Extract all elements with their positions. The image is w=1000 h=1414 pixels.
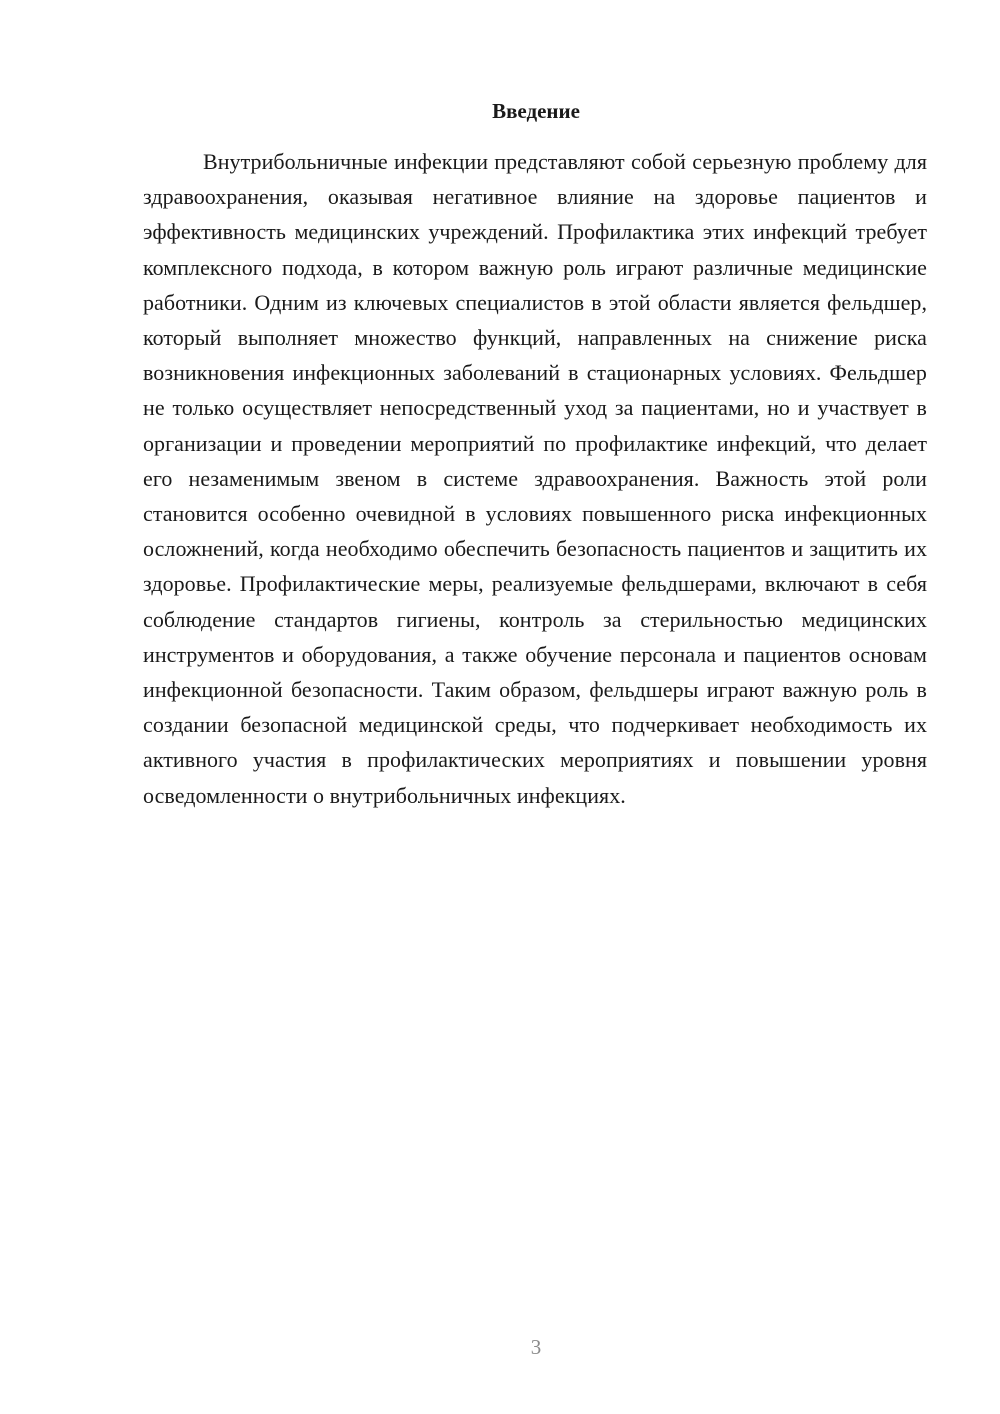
section-heading: Введение bbox=[492, 99, 580, 123]
body-paragraph: Внутрибольничные инфекции представляют собой серьезную проблему для здравоохранения, оказывая негативное влияние на здоровье пациентов и эффективность медицинских учреждений. Профилактика этих инфекций требует комплексного подхода, в котором важную роль играют различные медицинские работники. Одним из ключевых специалистов в этой области является фельдшер, который выполняет множество функций, направленных на снижение риска возникновения инфекционных заболеваний в стационарных условиях. Фельдшер не только осуществляет непосредственный уход за пациентами, но и участвует в организации и проведении мероприятий по профилактике инфекций, что делает его незаменимым звеном в системе здравоохранения. Важность этой роли становится особенно очевидной в условиях повышенного риска инфекционных осложнений, когда необходимо обеспечить безопасность пациентов и защитить их здоровье. Профилактические меры, реализуемые фельдшерами, включают в себя соблюдение стандартов гигиены, контроль за стерильностью медицинских инструментов и оборудования, а также обучение персонала и пациентов основам инфекционной безопасности. Таким образом, фельдшеры играют важную роль в создании безопасной медицинской среды, что подчеркивает необходимость их активного участия в профилактических мероприятиях и повышении уровня осведомленности о внутрибольничных инфекциях. bbox=[143, 149, 927, 808]
page-number: 3 bbox=[530, 1335, 542, 1359]
